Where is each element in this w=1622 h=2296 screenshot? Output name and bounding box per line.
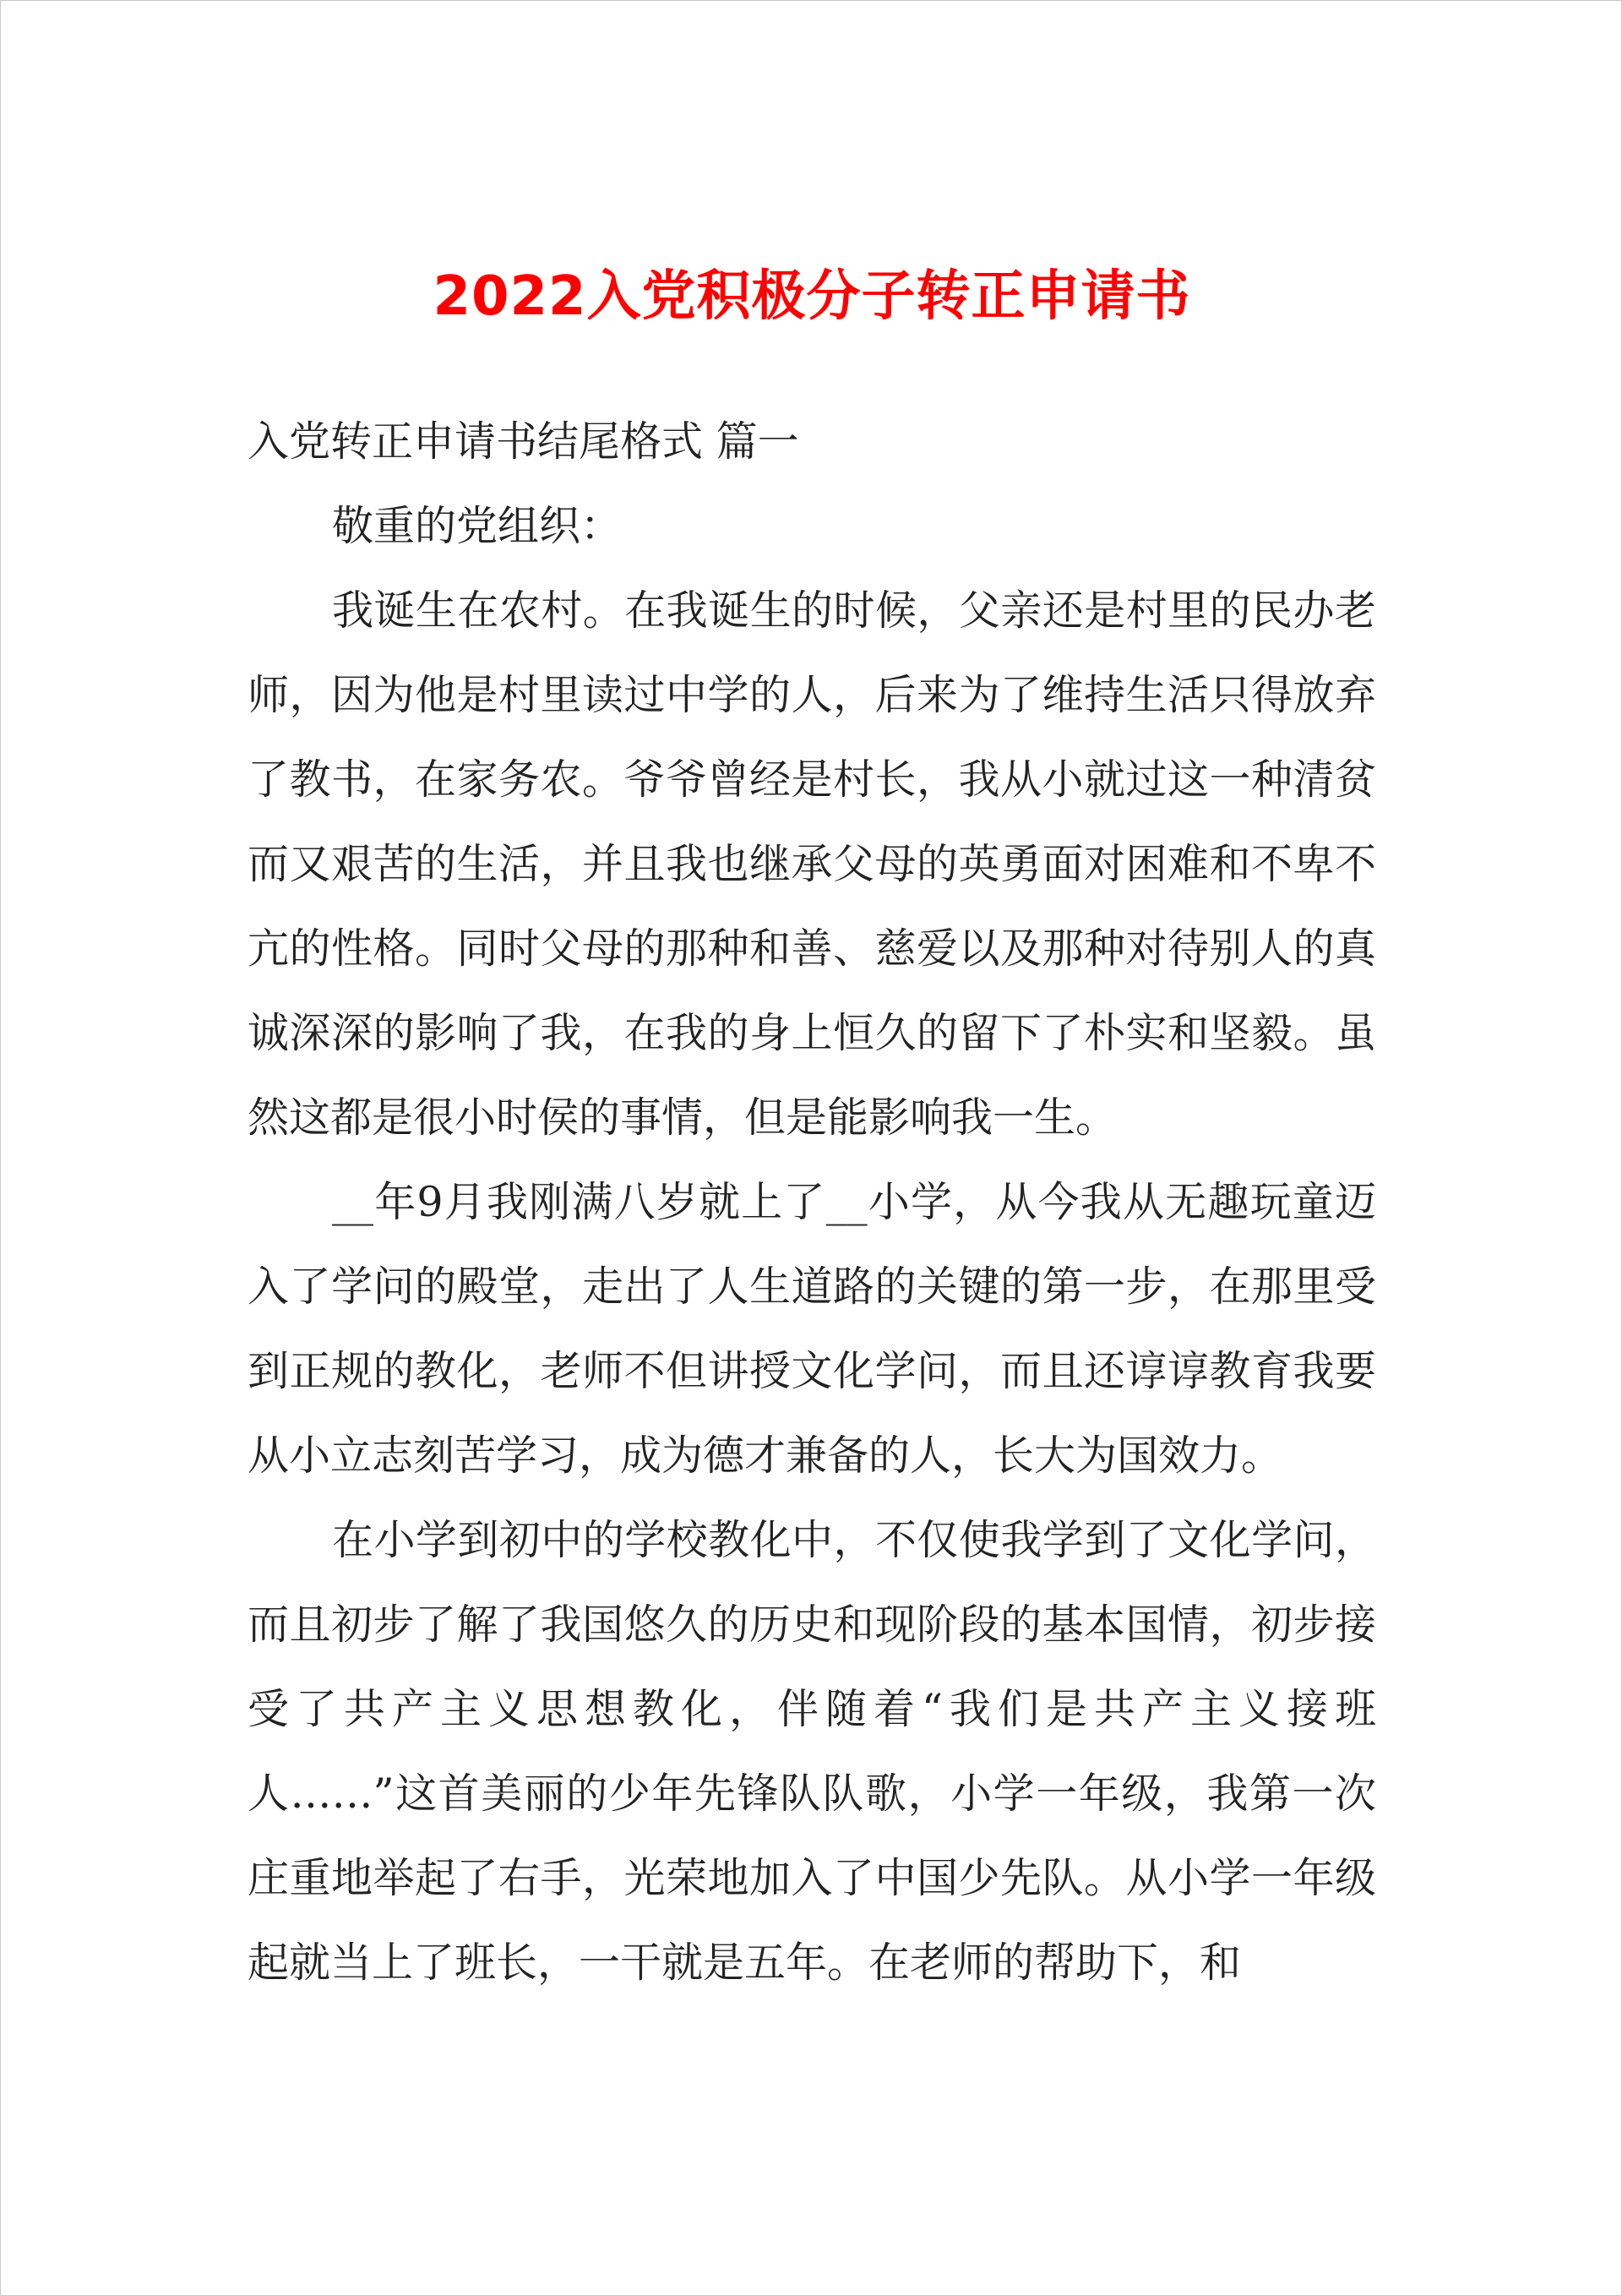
document-title: 2022入党积极分子转正申请书: [433, 265, 1191, 328]
paragraph: __年9月我刚满八岁就上了__小学，从今我从无趣玩童迈入了学问的殿堂，走出了人生道路的关键的第一步，在那里受到正规的教化，老师不但讲授文化学问，而且还谆谆教育我要从小立志刻苦学习，成为德才兼备的人，长大为国效力。: [248, 1178, 1376, 1480]
paragraph: 在小学到初中的学校教化中，不仅使我学到了文化学问，而且初步了解了我国悠久的历史和现阶段的基本国情，初步接受了共产主义思想教化，伴随着“我们是共产主义接班人……”这首美丽的少年先锋队队歌，小学一年级，我第一次庄重地举起了右手，光荣地加入了中国少先队。从小学一年级起就当上了班长，一干就是五年。在老师的帮助下，和: [248, 1516, 1376, 1987]
salutation: 敬重的党组织：: [332, 502, 623, 550]
paragraph: 我诞生在农村。在我诞生的时候，父亲还是村里的民办老师，因为他是村里读过中学的人，后来为了维持生活只得放弃了教书，在家务农。爷爷曾经是村长，我从小就过这一种清贫而又艰苦的生活，并且我也继承父母的英勇面对困难和不卑不亢的性格。同时父母的那种和善、慈爱以及那种对待别人的真诚深深的影响了我，在我的身上恒久的留下了朴实和坚毅。虽然这都是很小时侯的事情，但是能影响我一生。: [248, 586, 1376, 1142]
document-subtitle: 入党转正申请书结尾格式 篇一: [248, 417, 799, 466]
document-body: [248, 400, 1376, 2005]
